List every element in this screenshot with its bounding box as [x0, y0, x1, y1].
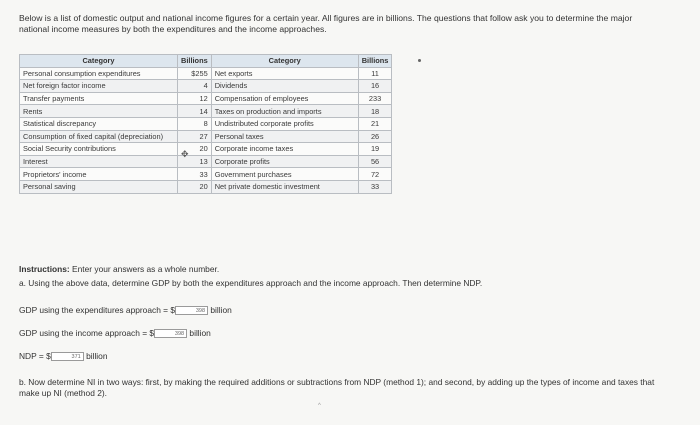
- header-billions-2: Billions: [358, 55, 392, 68]
- ndp-unit: billion: [86, 351, 108, 361]
- category-cell: Corporate income taxes: [211, 143, 358, 156]
- question-a-prompt: a. Using the above data, determine GDP by both the expenditures approach and the income approach. Then determine NDP.: [19, 278, 483, 288]
- category-cell: Personal consumption expenditures: [20, 67, 178, 80]
- billions-cell: 56: [358, 155, 392, 168]
- category-cell: Compensation of employees: [211, 92, 358, 105]
- billions-cell: 11: [358, 67, 392, 80]
- move-cursor-icon: ✥: [181, 149, 189, 159]
- table-header-row: [20, 55, 392, 68]
- category-cell: Personal taxes: [211, 130, 358, 143]
- category-cell: Proprietors' income: [20, 168, 178, 181]
- category-cell: Corporate profits: [211, 155, 358, 168]
- billions-cell: 16: [358, 80, 392, 93]
- category-cell: Government purchases: [211, 168, 358, 181]
- header-category-2: Category: [211, 55, 358, 68]
- caret-mark: ^: [318, 403, 321, 409]
- table-row: [20, 67, 392, 80]
- header-category-1: Category: [20, 55, 178, 68]
- instructions-text: Enter your answers as a whole number.: [72, 264, 220, 274]
- gdp-income-line: [19, 328, 211, 338]
- billions-cell: 18: [358, 105, 392, 118]
- table-row: [20, 117, 392, 130]
- billions-cell: 12: [178, 92, 212, 105]
- category-cell: Personal saving: [20, 180, 178, 193]
- table-row: [20, 180, 392, 193]
- category-cell: Undistributed corporate profits: [211, 117, 358, 130]
- billions-cell: 13: [178, 155, 212, 168]
- category-cell: Statistical discrepancy: [20, 117, 178, 130]
- table-row: [20, 105, 392, 118]
- table-row: [20, 155, 392, 168]
- table-row: [20, 80, 392, 93]
- bullet-dot: [418, 59, 421, 62]
- billions-cell: 233: [358, 92, 392, 105]
- ndp-label: NDP = $: [19, 351, 51, 361]
- table-row: [20, 130, 392, 143]
- question-b-prompt: b. Now determine NI in two ways: first, by making the required additions or subtractions from NDP (method 1); and second, by adding up the types of income and taxes that make up NI (method 2).: [19, 377, 655, 398]
- ndp-input[interactable]: 371: [51, 352, 84, 361]
- category-cell: Net foreign factor income: [20, 80, 178, 93]
- gdp-inc-label: GDP using the income approach = $: [19, 328, 155, 338]
- table-row: [20, 143, 392, 156]
- billions-cell: 33: [358, 180, 392, 193]
- header-billions-1: Billions: [178, 55, 212, 68]
- gdp-expenditures-input[interactable]: 398: [175, 306, 208, 315]
- billions-cell: $255: [178, 67, 212, 80]
- billions-cell: 20: [178, 143, 212, 156]
- ndp-line: [19, 351, 107, 361]
- table-row: [20, 168, 392, 181]
- billions-cell: 14: [178, 105, 212, 118]
- billions-cell: 4: [178, 80, 212, 93]
- data-table-container: [19, 54, 392, 194]
- table-row: [20, 92, 392, 105]
- gdp-exp-unit: billion: [210, 305, 232, 315]
- billions-cell: 33: [178, 168, 212, 181]
- category-cell: Transfer payments: [20, 92, 178, 105]
- billions-cell: 26: [358, 130, 392, 143]
- gdp-income-input[interactable]: 398: [154, 329, 187, 338]
- billions-cell: 27: [178, 130, 212, 143]
- billions-cell: 72: [358, 168, 392, 181]
- gdp-exp-label: GDP using the expenditures approach = $: [19, 305, 176, 315]
- instructions-label: Instructions:: [19, 264, 70, 274]
- category-cell: Net private domestic investment: [211, 180, 358, 193]
- billions-cell: 20: [178, 180, 212, 193]
- category-cell: Consumption of fixed capital (depreciation): [20, 130, 178, 143]
- data-table: [19, 54, 392, 194]
- instructions: [19, 264, 219, 274]
- category-cell: Dividends: [211, 80, 358, 93]
- category-cell: Net exports: [211, 67, 358, 80]
- category-cell: Social Security contributions: [20, 143, 178, 156]
- billions-cell: 21: [358, 117, 392, 130]
- intro-paragraph: Below is a list of domestic output and national income figures for a certain year. All figures are in billions. The questions that follow ask you to determine the major national income measures by both the expenditures and the income approaches.: [19, 13, 633, 34]
- category-cell: Rents: [20, 105, 178, 118]
- gdp-inc-unit: billion: [189, 328, 211, 338]
- billions-cell: 8: [178, 117, 212, 130]
- gdp-expenditures-line: [19, 305, 232, 315]
- category-cell: Taxes on production and imports: [211, 105, 358, 118]
- billions-cell: 19: [358, 143, 392, 156]
- category-cell: Interest: [20, 155, 178, 168]
